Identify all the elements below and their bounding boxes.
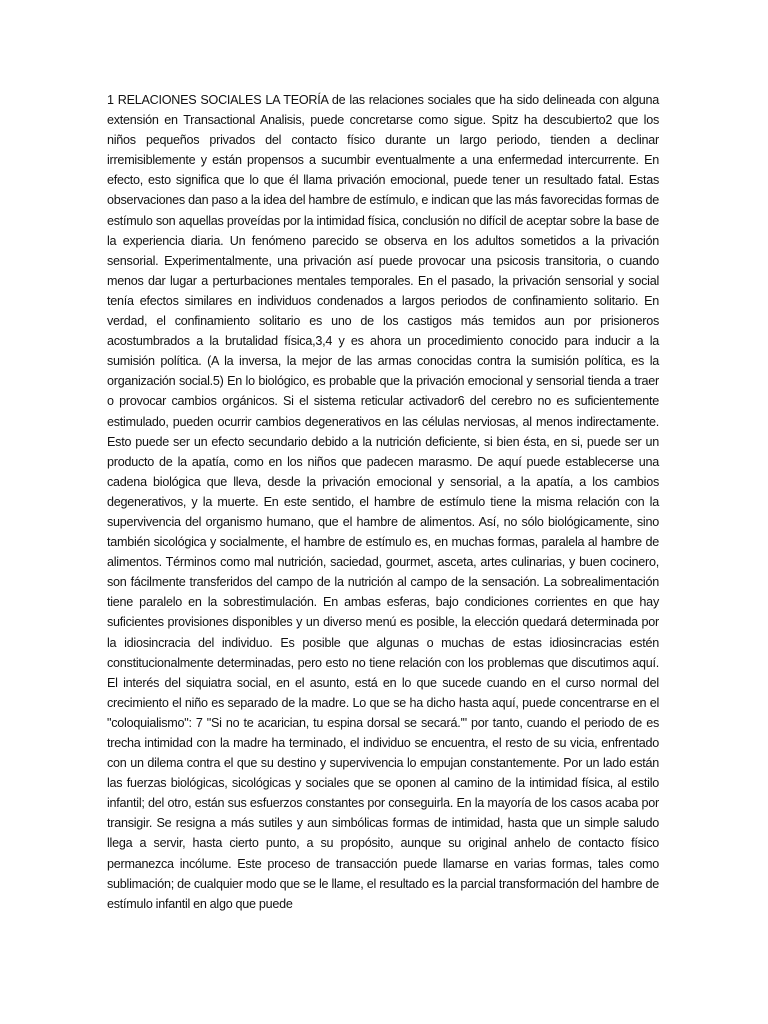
body-paragraph: 1 RELACIONES SOCIALES LA TEORÍA de las relaciones sociales que ha sido delineada con alguna extensión en Transactional Analisis, puede concretarse como sigue. Spitz ha descubierto2 que los niños pequeños privados del contacto físico durante un largo periodo, tienden a declinar irremisiblemente y están propensos a sucumbir eventualmente a una enfermedad intercurrente. En efecto, esto significa que lo que él llama privación emocional, puede tener un resultado fatal. Estas observaciones dan paso a la idea del hambre de estímulo, e indican que las más favorecidas formas de estímulo son aquellas proveídas por la intimidad física, conclusión no difícil de aceptar sobre la base de la experiencia diaria. Un fenómeno parecido se observa en los adultos sometidos a la privación sensorial. Experimentalmente, una privación así puede provocar una psicosis transitoria, o cuando menos dar lugar a perturbaciones mentales temporales. En el pasado, la privación sensorial y social tenía efectos similares en individuos condenados a largos periodos de confinamiento solitario. En verdad, el confinamiento solitario es uno de los castigos más temidos aun por prisioneros acostumbrados a la brutalidad física,3,4 y es ahora un procedimiento conocido para inducir a la sumisión política. (A la inversa, la mejor de las armas conocidas contra la sumisión política, es la organización social.5) En lo biológico, es probable que la privación emocional y sensorial tienda a traer o provocar cambios orgánicos. Si el sistema reticular activador6 del cerebro no es suficientemente estimulado, pueden ocurrir cambios degenerativos en las células nerviosas, al menos indirectamente. Esto puede ser un efecto secundario debido a la nutrición deficiente, si bien ésta, en si, puede ser un producto de la apatía, como en los niños que padecen marasmo. De aquí puede establecerse una cadena biológica que lleva, desde la privación emocional y sensorial, a la apatía, a los cambios degenerativos, y la muerte. En este sentido, el hambre de estímulo tiene la misma relación con la supervivencia del organismo humano, que el hambre de alimentos. Así, no sólo biológicamente, sino también sicológica y socialmente, el hambre de estímulo es, en muchas formas, paralela al hambre de alimentos. Términos como mal nutrición, saciedad, gourmet, asceta, artes culinarias, y buen cocinero, son fácilmente transferidos del campo de la nutrición al campo de la sensación. La sobrealimentación tiene paralelo en la sobrestimulación. En ambas esferas, bajo condiciones corrientes en que hay suficientes provisiones disponibles y un diverso menú es posible, la elección quedará determinada por la idiosincracia del individuo. Es posible que algunas o muchas de estas idiosincracias estén constitucionalmente determinadas, pero esto no tiene relación con los problemas que discutimos aquí. El interés del siquiatra social, en el asunto, está en lo que sucede cuando en el curso normal del crecimiento el niño es separado de la madre. Lo que se ha dicho hasta aquí, puede concentrarse en el "coloquialismo": 7 "Si no te acarician, tu espina dorsal se secará.'" por tanto, cuando el periodo de es trecha intimidad con la madre ha terminado, el individuo se encuentra, el resto de su vicia, enfrentado con un dilema contra el que su destino y supervivencia lo empujan constantemente. Por un lado están las fuerzas biológicas, sicológicas y sociales que se oponen al camino de la intimidad física, al estilo infantil; del otro, están sus esfuerzos constantes por conseguirla. En la mayoría de los casos acaba por transigir. Se resigna a más sutiles y aun simbólicas formas de intimidad, hasta que un simple saludo llega a servir, hasta cierto punto, a su propósito, aunque su original anhelo de contacto físico permanezca incólume. Este proceso de transacción puede llamarse en varias formas, tales como sublimación; de cualquier modo que se le llame, el resultado es la parcial transformación del hambre de estímulo infantil en algo que puede xyxy=(107,93,659,911)
